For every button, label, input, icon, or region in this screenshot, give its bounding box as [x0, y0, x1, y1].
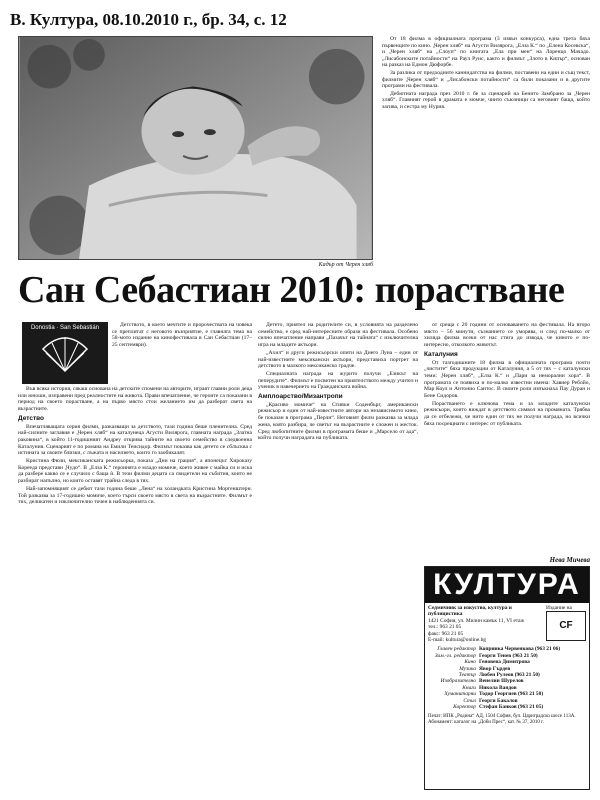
staff-row: Театър Любен Рулеов (963 21 50) [458, 672, 540, 679]
staff-row: Книги Никола Вандов [462, 684, 517, 691]
article-column-3 [424, 322, 590, 564]
kultura-logo: КУЛТУРА [425, 567, 589, 603]
page-citation: В. Култура, 08.10.2010 г., бр. 34, с. 12 [10, 10, 287, 29]
paragraph: Порастването е ключова тема и за младите каталунски режисьори, които виждат в детството символ на промяната. Трябва да се отбележи, че нито един от тях не получи награда, но всички бяха посрещнати с интерес от публиката. [424, 400, 590, 427]
festival-logo [22, 322, 108, 384]
paragraph: „Красиво момиче“ на Стивън Соденбърг, американски режисьор и един от най-известните автори на независимото кино, бе показан в програма „Перли“. Неговият филм разказва за млада жена, която разбира, че светът на възрастните е сложен и жесток. Сред любопитните филми в програмата беше и „Марсело от ада“, който получи наградата на публиката. [258, 401, 418, 442]
staff-row: Кино Геновева Димитрова [464, 659, 530, 666]
festival-shell-icon [40, 333, 90, 373]
paragraph: Във всяка история, сякаш основана на детските спомени на авторите, играят главни роли деца или юноши, изправени пред реалностите на живота. Прави впечатление, че героите са показани в период на своето порастване, а на първо място стои желанието им да разберат света на възрастните. [18, 386, 252, 413]
staff-row: Музика Явор Гърдев [459, 665, 511, 672]
print-footer: Печат: ИПК „Родина“ АД, 1504 София, бул. Цариградско шосе 113А. Абонамент: каталог на „Доби Прес“, кат. № 37, 2010 г. [428, 713, 576, 725]
paragraph: Най-запомнящият се дебют тази година беше „Лена“ на холандката Кристина Моргенштерн. Той разказва за 17-годишно момиче, което търси своето място в света на възрастните. Филмът е тих, деликатен и изключително точен в наблюденията си. [18, 485, 252, 506]
paragraph: Дебютната награда през 2010 г. бе за сценарий на Бенито Замбрано за „Черен хляб“. Главният герой в драмата е момче, чиито съюзници са неговият баща, който загива, и сестра му Нурия. [382, 90, 590, 110]
paragraph: Детето, приятел на родителите си, в условията на разделено семейство, е сред най-интересните образи на фестивала. Особено силно впечатление направи „Пазачът на тайната“ с изключителна игра на младите актьори. [258, 322, 418, 349]
paragraph: Специалната награда на журито получи „Езикът на пеперудите“. Филмът е посветен на приятелството между учител и ученик в навечерието на Гражданската война. [258, 370, 418, 391]
paragraph: „Ахил“ и други режисьорски опити на Диего Луна – един от най-известните мексикански актьори, представиха портрет на детството в малкото мексиканско градче. [258, 349, 418, 370]
email: E-mail: kultura@online.bg [428, 637, 486, 644]
paragraph: От тазгодишните 18 филма в официалната програма почти „чистите“ бяха продукции от Каталуния, а 5 от тях – с каталунски теми: „Черен хляб“, „Елза К.“ и „Пари за неморални хора“. В програмата се появиха и по-малко известни имена: Хавиер Ребойо, Мар Коул и Антонио Сантос. В своите роли изпъкнаха Пау Дуран и Бене Сидоров. [424, 359, 590, 400]
phone: тел.: 963 21 05 [428, 624, 462, 631]
publisher-label: Издание на [546, 605, 572, 611]
staff-row: Хуманитарни Тодор Георгиев (963 21 50) [444, 691, 544, 698]
right-top-column [382, 36, 590, 264]
paragraph: От 18 филма в официалната програма (3 извън конкурса), една трета бяха първенците по кино. „Черен хляб“ на Агусти Вилярога, „Елза К.“ по „Елена Косевска“, и „Черен хляб“ на „Слоуп“ по книгата „Ела при мен“ на Лоренцо Мачадо. „Лисабонските потайности“ на Раул Руис, както и филмът „Злото в Кипър“, основан на разказ на Едмон Дюфорбе. [382, 36, 590, 69]
staff-row: Изобразително Венелин Шурелов [440, 678, 524, 685]
staff-list [428, 646, 586, 710]
subheading: Каталуния [424, 350, 458, 358]
subheading: Детство [18, 414, 45, 422]
paragraph: За разлика от предходните каннидатства на филми, поставени на един и същ текст, филмите „Черен хляб“ и „Лисабонски потайности“ са били показани и в другите програми на фестивала. [382, 69, 590, 90]
address: 1421 София, ул. Милин камък 11, VI етаж [428, 617, 525, 624]
staff-row: Главен редактор Копринка Червенкова (963 21 06) [437, 646, 561, 653]
cf-logo: CF [546, 611, 586, 641]
photo-caption: Кадър от Черен хляб [318, 262, 373, 268]
staff-row: Стил Георги Бакалов [463, 697, 518, 704]
fax: факс: 963 21 05 [428, 630, 464, 637]
article-author: Нева Мичева [549, 556, 590, 564]
subheading: Амплоарство/Мизантропи [258, 393, 343, 401]
article-column-1 [18, 386, 252, 790]
staff-row: Коректор Стефан Банков (963 21 05) [453, 704, 544, 711]
article-intro [112, 322, 252, 380]
paragraph: от среща с 20 години от основаването на фестивала. На второ място – 56 минути, съзнанието се уморява, и след по-малко от хиляда филма всеки от нас стига до извода, че киното е по-интересно, отколкото животът. [424, 322, 590, 349]
paragraph: Впечатляващата серия филми, разказващи за детството, тази година беше пленителна. Сред най-силните заглавия е „Черен хляб“ на каталунеца Агусти Вилярога, главната награда „Златна раковина“, в който 11-годишният Андреу открива тайните на своето семейство в следвоенна Каталуния. Сценарият е по романа на Емили Теисидор. Филмът показва как детето се сблъсква с истината за своите близки, с лъжата и насилието, които го заобикалят. [18, 423, 252, 457]
kultura-masthead-box [424, 566, 590, 790]
article-headline: Сан Себастиан 2010: порастване [18, 269, 565, 311]
staff-row: Зам.-гл. редактор Георги Тенев (963 21 50) [434, 652, 538, 659]
festival-logo-text: Donostia · San Sebastián [30, 325, 100, 331]
article-column-2 [258, 322, 418, 790]
tagline: Седмичник за изкуство, култура и публицистика [428, 605, 512, 618]
film-still-photo [18, 36, 373, 260]
paragraph: Кристина Фюзи, мексиканската режисьорка, показа „Дни на грация“, а японецът Хироказу Корееда представи „Чудо“. В „Елза К.“ героинята е младо момиче, което живее с майка си и иска да разбере какво се е случило с баща ѝ. В тези филми децата са свидетели на събития, които не разбират напълно, но които оставят трайна следа в тях. [18, 458, 252, 485]
paragraph: Детството, в което мечтите и пророчествата на човека се преплитат с неговото възприятие, е главната тема на 58-мото издание на кинофестивала в Сан Себастиан (17–25 септември). [112, 322, 252, 349]
